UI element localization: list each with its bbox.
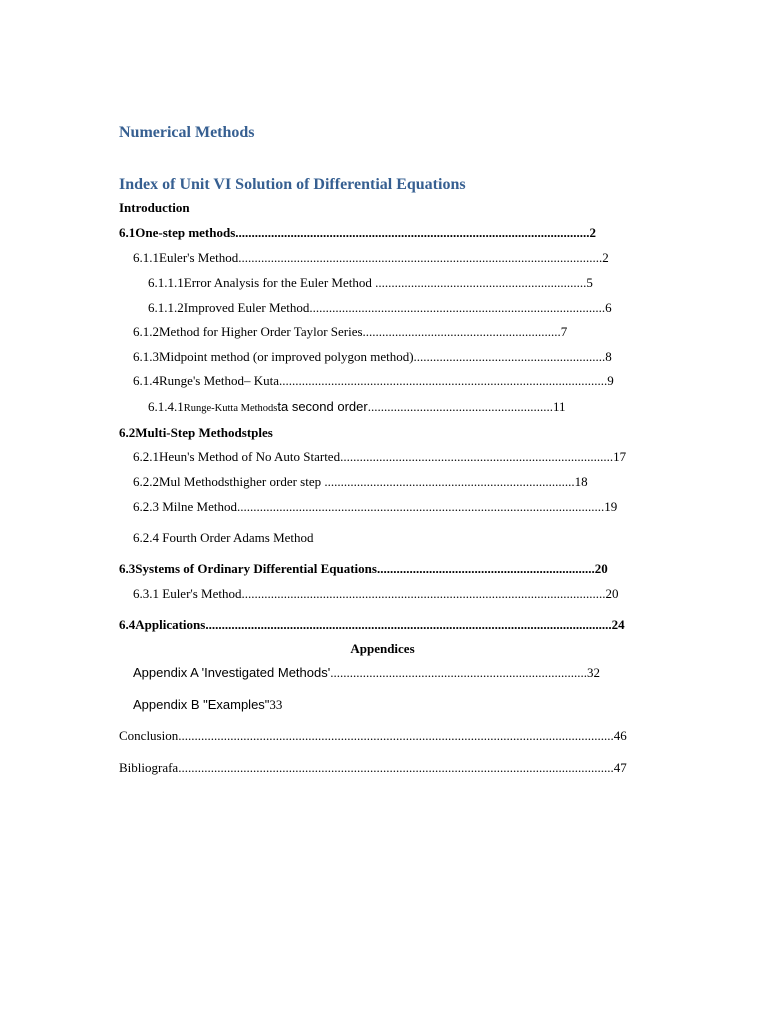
toc-entry-6-1-1-1: 6.1.1.1Error Analysis for the Euler Method .................................................................5: [148, 275, 593, 290]
toc-entry-6-2-3: 6.2.3 Milne Method.................................................................................................................19: [133, 499, 618, 514]
toc-entry-6-1-4: 6.1.4Runge's Method– Kuta.....................................................................................................9: [133, 373, 614, 388]
toc-entry-6-1-2: 6.1.2Method for Higher Order Taylor Series.............................................................7: [133, 324, 568, 339]
toc-entry-6-1-4-1-method: Runge-Kutta Methods: [183, 403, 278, 414]
toc-entry-6-1: 6.1One-step methods.............................................................................................................2: [119, 225, 597, 240]
toc-entry-6-1-4-1-dots: .........................................................11: [367, 399, 566, 414]
toc-conclusion: Conclusion......................................................................................................................................46: [119, 728, 627, 743]
toc-appendix-a-dots: ...............................................................................32: [330, 665, 600, 680]
toc-appendix-b-page: 33: [269, 697, 283, 712]
toc-bibliography: Bibliografa......................................................................................................................................47: [119, 760, 627, 775]
toc-entry-6-2: 6.2Multi-Step Methodstples: [119, 425, 273, 440]
toc-entry-6-3-1: 6.3.1 Euler's Method................................................................................................................20: [133, 586, 619, 601]
toc-appendix-a: [133, 664, 661, 682]
toc-entry-6-2-2: 6.2.2Mul Methodsthigher order step .............................................................................18: [133, 474, 588, 489]
index-title: Index of Unit VI Solution of Differential Equations: [119, 176, 466, 193]
toc-appendix-a-label: Appendix A 'Investigated Methods': [133, 665, 331, 680]
toc-entry-6-1-4-1-number: 6.1.4.1: [148, 399, 184, 414]
toc-entry-6-1-3: 6.1.3Midpoint method (or improved polygon method)...........................................................8: [133, 349, 612, 364]
toc-entry-6-4: 6.4Applications.............................................................................................................................24: [119, 617, 625, 632]
toc-appendix-b-label: Appendix B "Examples": [133, 697, 270, 712]
document-title: Numerical Methods: [119, 124, 255, 141]
toc-introduction: Introduction: [119, 200, 190, 215]
toc-entry-6-3: 6.3Systems of Ordinary Differential Equations...................................................................20: [119, 561, 608, 576]
toc-entry-6-1-1: 6.1.1Euler's Method................................................................................................................2: [133, 250, 609, 265]
toc-entry-6-1-4-1: [148, 398, 593, 418]
toc-appendices-heading: Appendices: [350, 641, 415, 656]
toc-appendix-b: [133, 696, 653, 714]
toc-entry-6-1-4-1-order: ta second order: [277, 399, 368, 414]
toc-entry-6-2-4: 6.2.4 Fourth Order Adams Method: [133, 530, 314, 545]
toc-entry-6-1-1-2: 6.1.1.2Improved Euler Method...........................................................................................6: [148, 300, 612, 315]
toc-entry-6-2-1: 6.2.1Heun's Method of No Auto Started....................................................................................17: [133, 449, 627, 464]
